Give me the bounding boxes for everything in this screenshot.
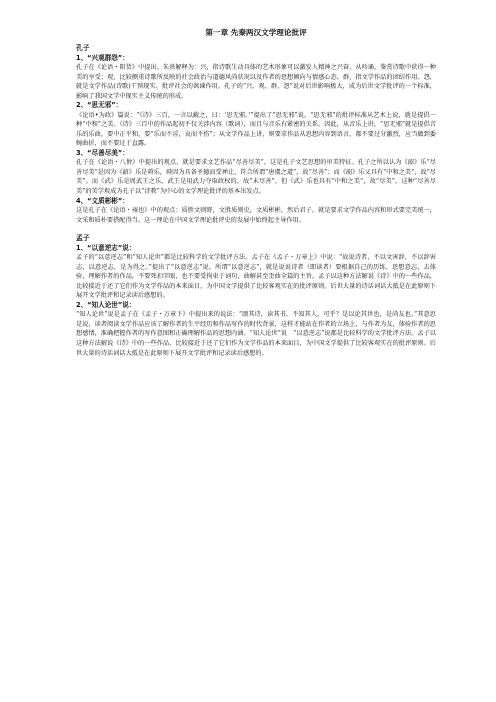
term-heading-jin-shan-jin-mei: 3、“尽善尽美”： xyxy=(76,148,129,157)
term-paragraph-wen-zhi-bin-bin: 这是孔子在《论语・雍也》中的观点：质胜文则野，文胜质则史，文质彬彬，然后君子。就是要求文学作品内容和形式要完美统一，文采和质朴要搭配得当。这一理论在中国文学理论批评史的发展中始终起主导作用。 xyxy=(76,207,436,224)
section-confucius xyxy=(76,44,436,225)
section-mencius xyxy=(76,234,436,358)
term-paragraph-xing-guan-qun-yuan: 孔子在《论语・阳货》中提出。朱熹解释为：兴，指诗歌生动具体的艺术形象可以激发人精神之兴奋，从吟诵、鉴赏诗歌中获得一种美的享受；观，比较侧重诗歌所反映的社会政治与道德风尚状况以及作者的思想倾向与情感心态。群，指文学作品的团结作用。怨，就是文学作品(诗歌)干预现实、批评社会的讽谏作用。孔子的“兴、观、群、怨”说对后世影响极大，成为后世文学批评的一个标准，影响了我国文学中现实主义传统的形成。 xyxy=(76,64,436,100)
term-heading-zhi-ren-lun-shi: 2、“知人论世”说： xyxy=(76,300,136,309)
term-heading-yi-yi-ni-zhi: 1、“以意逆志”说： xyxy=(76,243,136,252)
term-paragraph-zhi-ren-lun-shi: “知人论世”说是孟子在《孟子・万章下》中提出来的说法：“颂其诗，读其书，不知其人，可乎？是以论其世也，是尚友也。”其意思是说，读者阅读文学作品应该了解作者的生平经历和作品写作的时代背景，这样才能站在作者的立场上，与作者为友，体验作者的思想感情，准确把握作者的写作意图和正确理解作品的思想内涵。“知人论世”说 “以意逆志”说都是比较科学的文学批评方法。孟子以这种方法解说《诗》中的一些作品，比较接近于还了它们作为文学作品的本来面目，为中国文学提供了比较客观实在的批评原则。后世大量的诗话词话大抵是在此原则下展开文学批评和记录读后感想的。 xyxy=(76,311,436,357)
section-heading-mencius: 孟子 xyxy=(76,234,90,243)
term-heading-si-wu-xie: 2、“思无邪”： xyxy=(76,101,123,110)
term-paragraph-yi-yi-ni-zhi: 孟子的“以意逆志”和“知人论世”都是比较科学的文学批评方法。孟子在《孟子・万章上》中说：“故说诗者，不以文害辞，不以辞害志，以意逆志，是为得之。”提出了“以意逆志”说。所谓“以意逆志”，就是说说诗者（即读者）要根据自己的历练、思想意志，去体验、理解作者的作品，不要死扣字眼，也不要受拘束于词句，曲解甚至歪曲全篇的主旨。孟子以这种方法解说《诗》中的一些作品，比较接近于还了它们作为文学作品的本来面目，为中国文学提供了比较客观实在的批评原则。后世大量的诗话词话大抵是在此原则下展开文学批评和记录读后感想的。 xyxy=(76,254,436,300)
page-title: 第一章 先秦两汉文学理论批评 xyxy=(205,28,307,37)
section-heading-confucius: 孔子 xyxy=(76,44,90,52)
term-paragraph-jin-shan-jin-mei: 孔子在《论语・八佾》中提出的观点，就是要求文艺作品“尽善尽美”，这是孔子文艺思想的审美特征。孔子之所以认为《韶》乐“尽善尽美”是因为《韶》乐是舜乐，舜因为具备圣德而受禅让，符合所谓“唐虞之道”，故“尽善”；而《韶》乐又具有“中和之美”，故“尽美”。而《武》乐是周武王之乐，武王是用武力夺取政权的，故“未尽善”，但《武》乐也具有“中和之美”，故“尽美”。这种“尽善尽美”的美学观成为孔子以“诗教”为中心的文学理论批评的基本出发点。 xyxy=(76,159,436,196)
term-paragraph-si-wu-xie: 《论语•为政》篇说：“《诗》三百，一言以蔽之，曰：‘思无邪。’”提出了“思无邪”说。“思无邪”的批评标准从艺术上说，就是提倡一种“中和”之美。《诗》三百中的作品起初不仅关涉内容（歌词），而且与音乐有紧密的关系。因此，从音乐上讲，“思无邪”就是提倡音乐的乐曲，要中正平和，要“乐而不淫，哀而不伤”；从文学作品上讲，则要求作品从思想内容到语言，都不要过分激烈，应当做到委婉曲折，而不要过于直露。 xyxy=(76,111,436,148)
term-heading-xing-guan-qun-yuan: 1、“兴观群怨”： xyxy=(76,53,129,62)
term-heading-wen-zhi-bin-bin: 4、“文质彬彬”： xyxy=(76,196,129,205)
